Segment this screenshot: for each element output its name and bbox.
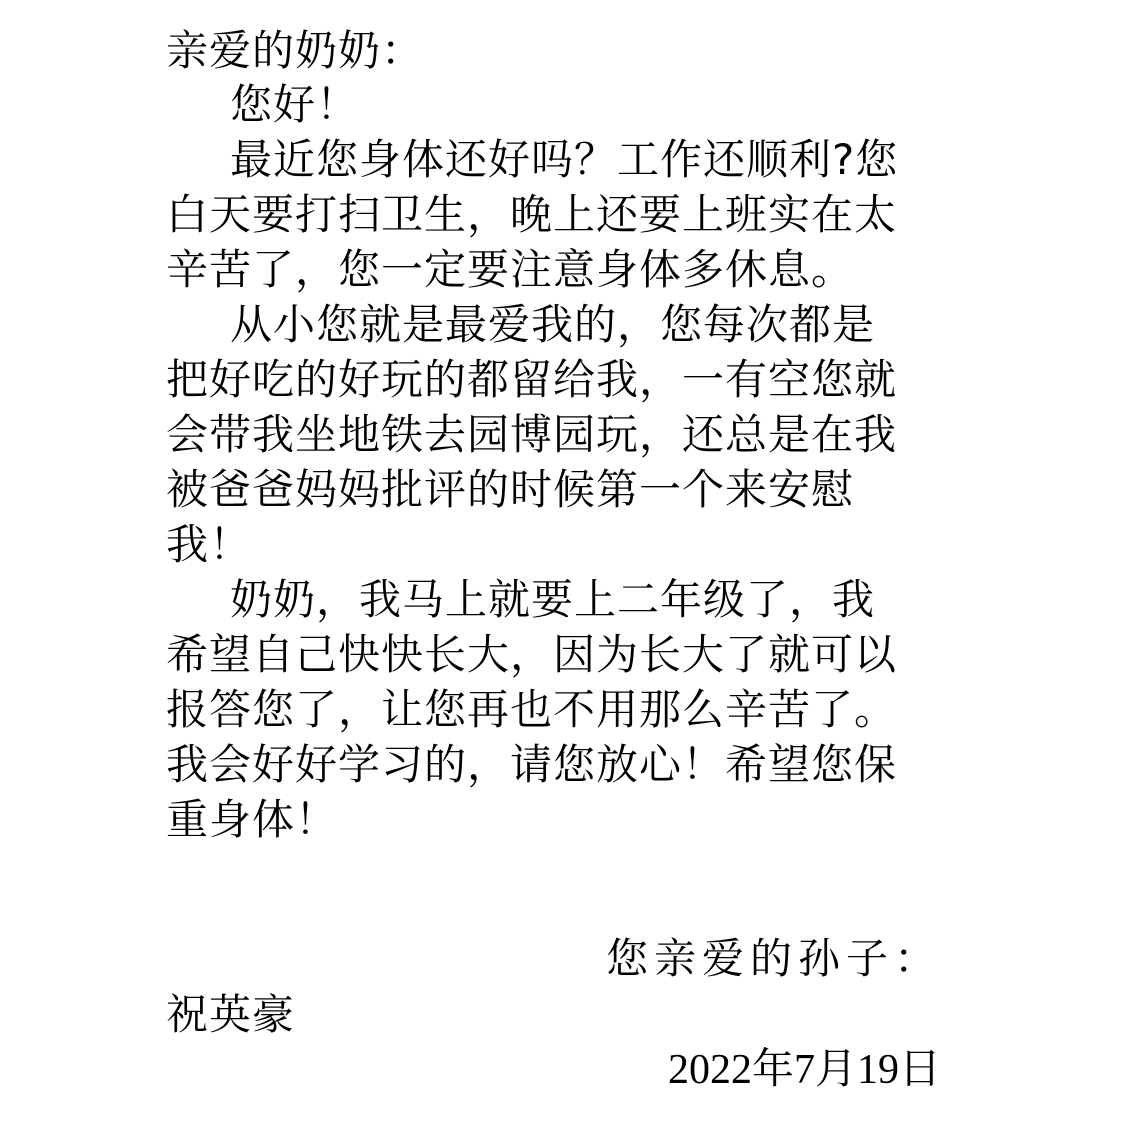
paragraph3-line4: 我会好好学习的，请您放心！希望您保 xyxy=(166,740,898,789)
letter-date: 2022年7月19日 xyxy=(668,1047,942,1093)
paragraph3-line3: 报答您了，让您再也不用那么辛苦了。 xyxy=(166,685,898,734)
paragraph1-line3: 辛苦了，您一定要注意身体多休息。 xyxy=(166,245,855,294)
paragraph2-line5: 我！ xyxy=(166,520,253,569)
paragraph3-line1: 奶奶，我马上就要上二年级了，我 xyxy=(230,575,876,624)
paragraph1-line1: 最近您身体还好吗？工作还顺利?您 xyxy=(230,135,899,184)
paragraph1-line2: 白天要打扫卫生，晚上还要上班实在太 xyxy=(166,190,898,239)
greeting: 您好！ xyxy=(230,80,360,129)
paragraph2-line3: 会带我坐地铁去园博园玩，还总是在我 xyxy=(166,410,898,459)
signer-name: 祝英豪 xyxy=(166,990,296,1039)
closing-line: 您亲爱的孙子： xyxy=(606,934,943,983)
paragraph3-line2: 希望自己快快长大，因为长大了就可以 xyxy=(166,630,898,679)
paragraph2-line4: 被爸爸妈妈批评的时候第一个来安慰 xyxy=(166,465,855,514)
paragraph3-line5: 重身体！ xyxy=(166,795,339,844)
salutation: 亲爱的奶奶： xyxy=(166,26,425,75)
paragraph2-line1: 从小您就是最爱我的，您每次都是 xyxy=(230,300,876,349)
paragraph2-line2: 把好吃的好玩的都留给我，一有空您就 xyxy=(166,355,898,404)
